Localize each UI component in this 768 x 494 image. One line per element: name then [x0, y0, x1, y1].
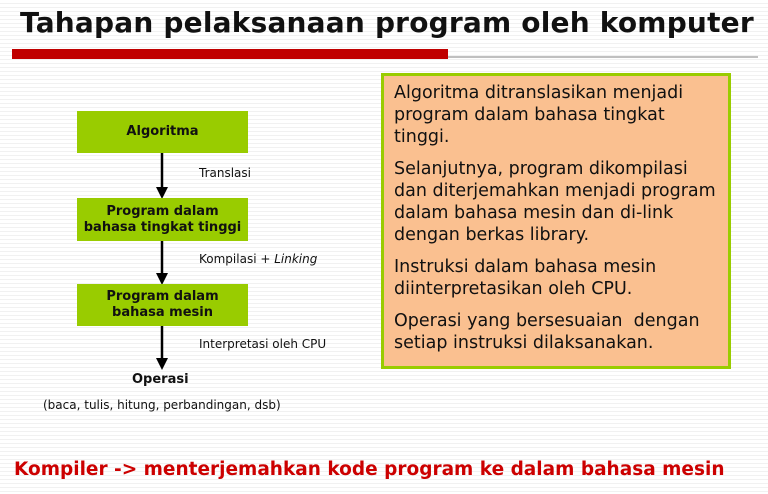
- step-program-tingkat-tinggi-label: Program dalam bahasa tingkat tinggi: [83, 203, 242, 235]
- step-program-bahasa-mesin-label: Program dalam bahasa mesin: [106, 289, 219, 320]
- edge-label-translasi: Translasi: [199, 166, 251, 180]
- edge-label-interpretasi: Interpretasi oleh CPU: [199, 337, 327, 351]
- title-underline-bar: [12, 49, 448, 59]
- edge-label-kompilasi-text: Kompilasi +: [199, 252, 275, 266]
- note-paragraph: Algoritma ditranslasikan menjadi program dalam bahasa tingkat tinggi.: [394, 83, 684, 147]
- note-paragraph: Operasi yang bersesuaian dengan setiap instruksi dilaksanakan.: [394, 311, 706, 353]
- edge-label-linking: Linking: [274, 252, 318, 266]
- arrow-down-icon: [155, 153, 169, 199]
- step-program-bahasa-mesin: [77, 284, 248, 326]
- slide-title: Tahapan pelaksanaan program oleh komputer: [20, 6, 754, 39]
- step-algoritma-label: Algoritma: [126, 124, 199, 139]
- footer-definition: Kompiler -> menterjemahkan kode program ke dalam bahasa mesin: [14, 459, 725, 480]
- arrow-down-icon: [155, 326, 169, 370]
- title-underline-rule: [448, 56, 758, 58]
- arrow-down-icon: [155, 241, 169, 285]
- explanation-box: [381, 73, 731, 369]
- note-paragraph: Instruksi dalam bahasa mesin diinterpretasikan oleh CPU.: [394, 257, 657, 299]
- edge-label-kompilasi: [199, 252, 317, 266]
- note-paragraph: Selanjutnya, program dikompilasi dan diterjemahkan menjadi program dalam bahasa mesin dan di-link dengan berkas library.: [394, 159, 716, 245]
- result-operasi-detail: (baca, tulis, hitung, perbandingan, dsb): [43, 398, 281, 412]
- step-algoritma: [77, 111, 248, 153]
- step-program-tingkat-tinggi: [77, 198, 248, 241]
- result-operasi: Operasi: [132, 372, 189, 387]
